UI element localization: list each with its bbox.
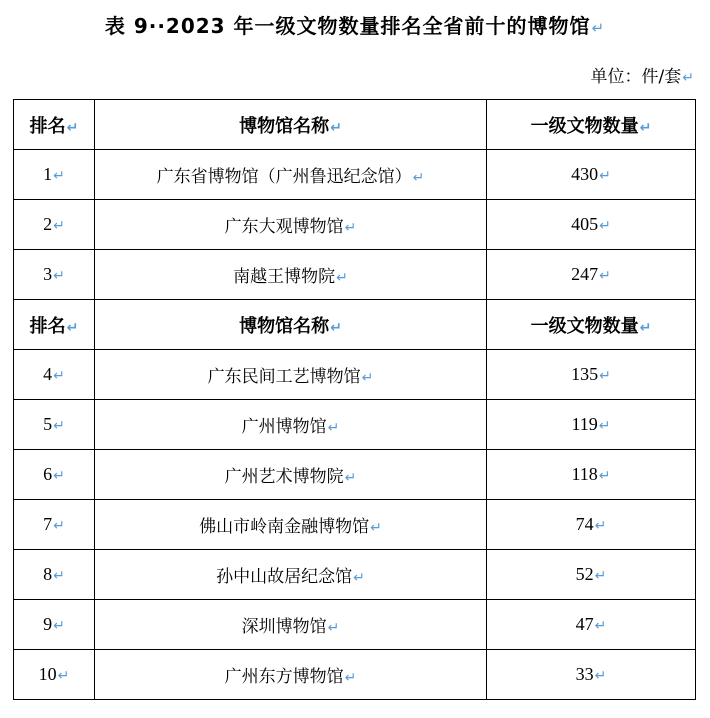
- return-mark-icon: ↵: [344, 670, 357, 686]
- header-name-cell: [95, 100, 487, 150]
- header-name: 博物馆名称: [239, 315, 330, 337]
- return-mark-icon: ↵: [336, 270, 348, 286]
- return-mark-icon: ↵: [598, 469, 611, 484]
- table-row: [14, 650, 696, 700]
- museum-name: 广东民间工艺博物馆: [207, 367, 361, 387]
- museum-name: 南越王博物院: [233, 267, 336, 287]
- return-mark-icon: ↵: [327, 420, 340, 436]
- rank-value-cell: [14, 450, 95, 500]
- museum-name: 广东大观博物馆: [224, 217, 344, 237]
- rank-value: 7: [43, 514, 53, 534]
- header-name-cell: [95, 300, 487, 350]
- header-count-cell: [487, 100, 696, 150]
- rank-value: 10: [38, 664, 57, 684]
- museum-name: 广州东方博物馆: [224, 667, 344, 687]
- rank-value-cell: [14, 400, 95, 450]
- museum-ranking-table: [13, 99, 696, 700]
- header-rank: 排名: [29, 315, 66, 337]
- rank-value-cell: [14, 200, 95, 250]
- artifact-count: 247: [571, 264, 599, 284]
- museum-name-cell: [95, 350, 487, 400]
- museum-name-cell: [95, 550, 487, 600]
- rank-value-cell: [14, 350, 95, 400]
- return-mark-icon: ↵: [599, 219, 611, 234]
- museum-name: 广州博物馆: [241, 417, 327, 437]
- return-mark-icon: ↵: [53, 219, 65, 234]
- artifact-count-cell: [487, 150, 696, 200]
- artifact-count: 135: [571, 364, 599, 384]
- return-mark-icon: ↵: [594, 519, 607, 534]
- artifact-count: 33: [575, 664, 594, 684]
- rank-value-cell: [14, 150, 95, 200]
- return-mark-icon: ↵: [599, 369, 611, 384]
- return-mark-icon: ↵: [594, 619, 607, 634]
- rank-value-cell: [14, 600, 95, 650]
- header-count: 一级文物数量: [530, 115, 639, 137]
- museum-name: 孙中山故居纪念馆: [216, 567, 353, 587]
- rank-value-cell: [14, 550, 95, 600]
- unit-label: [591, 62, 694, 87]
- table-row: [14, 400, 696, 450]
- return-mark-icon: ↵: [53, 169, 65, 184]
- table-row: [14, 200, 696, 250]
- return-mark-icon: ↵: [66, 319, 79, 336]
- return-mark-icon: ↵: [599, 169, 611, 184]
- artifact-count: 119: [571, 414, 598, 434]
- table-title: [0, 10, 710, 39]
- return-mark-icon: ↵: [327, 620, 340, 636]
- return-mark-icon: ↵: [57, 669, 70, 684]
- return-mark-icon: ↵: [344, 470, 357, 486]
- museum-name-cell: [95, 600, 487, 650]
- return-mark-icon: ↵: [598, 419, 611, 434]
- museum-name-cell: [95, 650, 487, 700]
- artifact-count: 74: [575, 514, 594, 534]
- unit-text: 单位：件/套: [590, 67, 682, 87]
- artifact-count-cell: [487, 500, 696, 550]
- table-title-text: 表 9··2023 年一级文物数量排名全省前十的博物馆: [104, 14, 591, 38]
- header-rank-cell: [14, 300, 95, 350]
- artifact-count: 52: [575, 564, 594, 584]
- table-row: [14, 250, 696, 300]
- return-mark-icon: ↵: [594, 569, 607, 584]
- return-mark-icon: ↵: [639, 119, 652, 136]
- artifact-count: 47: [575, 614, 594, 634]
- table-header-row: [14, 300, 696, 350]
- return-mark-icon: ↵: [353, 570, 365, 586]
- header-name: 博物馆名称: [239, 115, 330, 137]
- rank-value: 1: [43, 164, 53, 184]
- return-mark-icon: ↵: [53, 419, 65, 434]
- museum-name: 佛山市岭南金融博物馆: [199, 517, 370, 537]
- rank-value-cell: [14, 650, 95, 700]
- artifact-count-cell: [487, 450, 696, 500]
- rank-value: 6: [43, 464, 53, 484]
- return-mark-icon: ↵: [412, 170, 425, 186]
- return-mark-icon: ↵: [330, 319, 342, 336]
- table-row: [14, 450, 696, 500]
- table-row: [14, 150, 696, 200]
- return-mark-icon: ↵: [361, 370, 374, 386]
- artifact-count-cell: [487, 600, 696, 650]
- museum-name-cell: [95, 250, 487, 300]
- rank-value-cell: [14, 250, 95, 300]
- artifact-count-cell: [487, 350, 696, 400]
- museum-name: 广州艺术博物院: [224, 467, 344, 487]
- return-mark-icon: ↵: [639, 319, 652, 336]
- museum-name-cell: [95, 150, 487, 200]
- artifact-count: 430: [571, 164, 599, 184]
- rank-value: 8: [43, 564, 53, 584]
- return-mark-icon: ↵: [53, 269, 65, 284]
- rank-value: 3: [43, 264, 53, 284]
- museum-name: 广东省博物馆（广州鲁迅纪念馆）: [156, 167, 412, 187]
- return-mark-icon: ↵: [591, 19, 606, 37]
- return-mark-icon: ↵: [53, 619, 65, 634]
- table-header-row: [14, 100, 696, 150]
- artifact-count-cell: [487, 650, 696, 700]
- rank-value: 9: [43, 614, 53, 634]
- artifact-count-cell: [487, 200, 696, 250]
- return-mark-icon: ↵: [53, 469, 65, 484]
- header-count: 一级文物数量: [530, 315, 639, 337]
- artifact-count: 118: [571, 464, 598, 484]
- return-mark-icon: ↵: [594, 669, 607, 684]
- rank-value: 2: [43, 214, 53, 234]
- header-rank: 排名: [29, 115, 66, 137]
- rank-value: 5: [43, 414, 53, 434]
- museum-name-cell: [95, 400, 487, 450]
- return-mark-icon: ↵: [682, 70, 694, 86]
- rank-value-cell: [14, 500, 95, 550]
- header-count-cell: [487, 300, 696, 350]
- return-mark-icon: ↵: [330, 119, 342, 136]
- museum-name-cell: [95, 200, 487, 250]
- return-mark-icon: ↵: [66, 119, 79, 136]
- museum-name-cell: [95, 450, 487, 500]
- return-mark-icon: ↵: [599, 269, 611, 284]
- artifact-count-cell: [487, 250, 696, 300]
- table-row: [14, 350, 696, 400]
- artifact-count-cell: [487, 400, 696, 450]
- table-row: [14, 500, 696, 550]
- museum-name-cell: [95, 500, 487, 550]
- return-mark-icon: ↵: [53, 519, 65, 534]
- table-row: [14, 550, 696, 600]
- return-mark-icon: ↵: [344, 220, 357, 236]
- artifact-count-cell: [487, 550, 696, 600]
- artifact-count: 405: [571, 214, 599, 234]
- return-mark-icon: ↵: [53, 369, 65, 384]
- museum-name: 深圳博物馆: [241, 617, 327, 637]
- header-rank-cell: [14, 100, 95, 150]
- table-row: [14, 600, 696, 650]
- rank-value: 4: [43, 364, 53, 384]
- return-mark-icon: ↵: [370, 520, 382, 536]
- return-mark-icon: ↵: [53, 569, 65, 584]
